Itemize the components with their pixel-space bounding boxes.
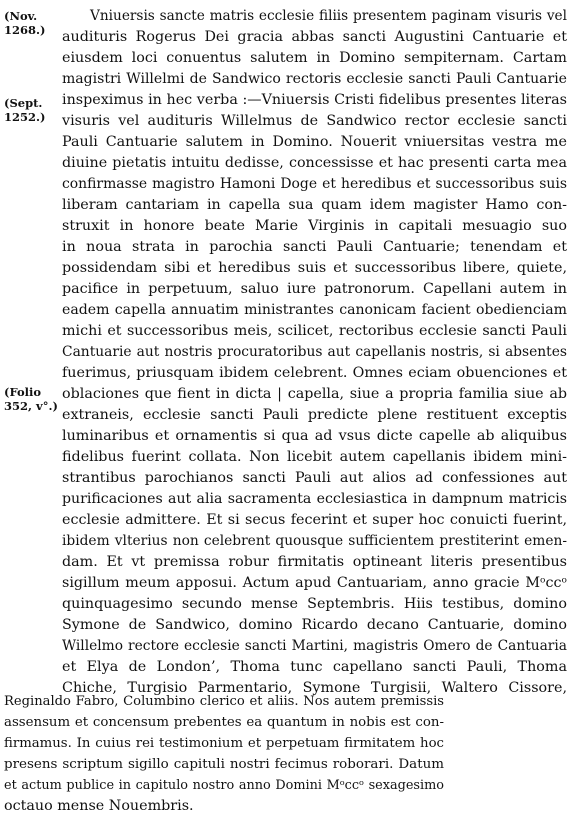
text-line: Symone de Sandwico, domino Ricardo decano Cantuarie, domino xyxy=(62,617,567,633)
text-line: possidendam sibi et heredibus suis et successoribus libere, quiete, xyxy=(62,260,567,276)
text-line: ecclesie admittere. Et si secus fecerint et super hoc conuicti fuerint, xyxy=(62,512,567,528)
text-line: firmamus. In cuius rei testimonium et perpetuam firmitatem hoc xyxy=(4,736,444,751)
text-line: oblaciones que fient in dicta | capella, siue a propria familia siue ab xyxy=(62,386,567,402)
text-line: et Elya de London’, Thoma tunc capellano sancti Pauli, Thoma xyxy=(62,659,567,675)
text-line: extraneis, ecclesie sancti Pauli predicte plene restituent exceptis xyxy=(62,407,567,423)
text-line: eadem capella annuatim ministrantes canonicam facient obedienciam xyxy=(62,302,567,318)
text-line: purificaciones aut alia sacramenta ecclesiastica in dampnum matricis xyxy=(62,491,567,507)
text-line: strantibus parochianos sancti Pauli aut alios ad confessiones aut xyxy=(62,470,567,486)
text-line: inspeximus in hec verba :—Vniuersis Cristi fidelibus presentes literas xyxy=(62,92,567,108)
text-line: Cantuarie aut nostris procuratoribus aut capellanis nostris, si absentes xyxy=(62,344,567,360)
text-line: sigillum meum apposui. Actum apud Cantuariam, anno gracie Mᵒccᵒ xyxy=(62,575,567,591)
text-line: Willelmo rectore ecclesie sancti Martini, magistris Omero de Cantuaria xyxy=(62,638,567,654)
text-line: quinquagesimo secundo mense Septembris. Hiis testibus, domino xyxy=(62,596,567,612)
text-line: in noua strata in parochia sancti Pauli Cantuarie; tenendam et xyxy=(62,239,567,255)
text-line: ibidem vlterius non celebrent quousque sufficientem prestiterint emen- xyxy=(62,533,567,549)
text-line: dam. Et vt premissa robur firmitatis optineant literis presentibus xyxy=(62,554,567,570)
text-line: confirmasse magistro Hamoni Doge et heredibus et successoribus suis xyxy=(62,176,567,192)
text-line: octauo mense Nouembris. xyxy=(4,798,194,814)
text-line: luminaribus et ornamentis si qua ad vsus dicte capelle ab aliquibus xyxy=(62,428,567,444)
margin-note-date-1268: (Nov. 1268.) xyxy=(4,9,46,37)
charter-body-text xyxy=(62,6,567,699)
charter-confirmation-text xyxy=(4,691,444,817)
text-line: Reginaldo Fabro, Columbino clerico et aliis. Nos autem premissis xyxy=(4,694,444,709)
text-line: eiusdem loci conuentus salutem in Domino sempiternam. Cartam xyxy=(62,50,567,66)
text-line: et actum publice in capitulo nostro anno Domini Mᵒccᵒ sexagesimo xyxy=(4,778,444,793)
text-line: assensum et concensum prebentes ea quantum in nobis est con- xyxy=(4,715,444,730)
text-line: diuine pietatis intuitu dedisse, concessisse et hac presenti carta mea xyxy=(62,155,567,171)
margin-note-folio: (Folio 352, v°.) xyxy=(4,385,58,413)
text-line: fuerimus, priusquam ibidem celebrent. Omnes eciam obuenciones et xyxy=(62,365,567,381)
text-line: visuris vel audituris Willelmus de Sandwico rector ecclesie sancti xyxy=(62,113,567,129)
text-line: presens scriptum sigillo capituli nostri fecimus roborari. Datum xyxy=(4,757,444,772)
text-line: Vniuersis sancte matris ecclesie filiis presentem paginam visuris vel xyxy=(90,8,567,24)
text-line: Pauli Cantuarie salutem in Domino. Nouerit vniuersitas vestra me xyxy=(62,134,567,150)
text-line: michi et successoribus meis, scilicet, rectoribus ecclesie sancti Pauli xyxy=(62,323,567,339)
text-line: fidelibus fuerint collata. Non licebit autem capellanis ibidem mini- xyxy=(62,449,567,465)
text-line: liberam cantariam in capella sua quam idem magister Hamo con- xyxy=(62,197,567,213)
text-line: struxit in honore beate Marie Virginis in capitali mesuagio suo xyxy=(62,218,567,234)
text-line: Chiche, Turgisio Parmentario, Symone Turgisii, Waltero Cissore, xyxy=(62,680,567,696)
text-line: magistri Willelmi de Sandwico rectoris ecclesie sancti Pauli Cantuarie xyxy=(62,71,567,87)
margin-note-date-1252: (Sept. 1252.) xyxy=(4,96,46,124)
text-line: pacifice in perpetuum, saluo iure patronorum. Capellani autem in xyxy=(62,281,567,297)
text-line: audituris Rogerus Dei gracia abbas sancti Augustini Cantuarie et xyxy=(62,29,567,45)
